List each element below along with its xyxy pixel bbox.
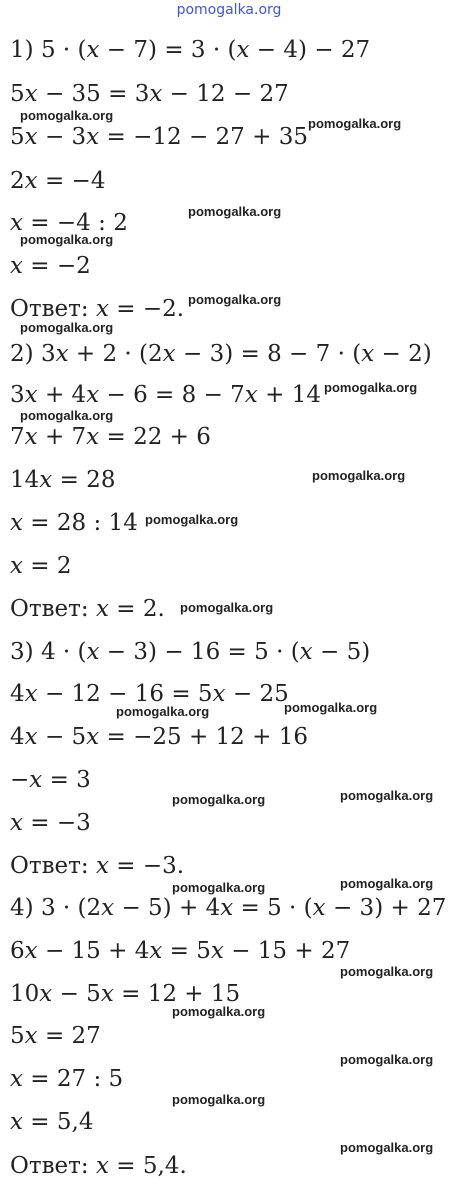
- line-22: 6x − 15 + 4x = 5x − 15 + 27: [10, 938, 351, 964]
- watermark: pomogalka.org: [172, 1092, 266, 1107]
- line-5: x = −4 : 2: [10, 210, 128, 236]
- line-12: x = 28 : 14: [10, 510, 138, 536]
- watermark: pomogalka.org: [20, 408, 114, 423]
- answer-4: Ответ: x = 5,4.: [10, 1153, 187, 1179]
- watermark: pomogalka.org: [340, 788, 434, 803]
- watermark: pomogalka.org: [284, 700, 378, 715]
- line-11: 14x = 28: [10, 467, 116, 493]
- watermark: pomogalka.org: [20, 108, 114, 123]
- line-18: −x = 3: [10, 767, 91, 793]
- watermark: pomogalka.org: [180, 600, 274, 615]
- site-header[interactable]: pomogalka.org: [176, 2, 282, 18]
- line-4: 2x = −4: [10, 168, 106, 194]
- line-10: 7x + 7x = 22 + 6: [10, 424, 211, 450]
- line-21: 4) 3 · (2x − 5) + 4x = 5 · (x − 3) + 27: [10, 895, 447, 921]
- watermark: pomogalka.org: [324, 380, 418, 395]
- watermark: pomogalka.org: [172, 1004, 266, 1019]
- line-24: 5x = 27: [10, 1023, 101, 1049]
- line-15: 3) 4 · (x − 3) − 16 = 5 · (x − 5): [10, 639, 371, 665]
- line-2: 5x − 35 = 3x − 12 − 27: [10, 81, 289, 107]
- line-8: 2) 3x + 2 · (2x − 3) = 8 − 7 · (x − 2): [10, 341, 432, 367]
- line-19: x = −3: [10, 810, 91, 836]
- answer-2: Ответ: x = 2.: [10, 596, 165, 622]
- watermark: pomogalka.org: [312, 468, 406, 483]
- watermark: pomogalka.org: [188, 204, 282, 219]
- line-23: 10x − 5x = 12 + 15: [10, 981, 241, 1007]
- line-25: x = 27 : 5: [10, 1066, 124, 1092]
- watermark: pomogalka.org: [308, 116, 402, 131]
- line-26: x = 5,4: [10, 1109, 94, 1135]
- watermark: pomogalka.org: [340, 1052, 434, 1067]
- line-3: 5x − 3x = −12 − 27 + 35: [10, 124, 308, 150]
- line-9: 3x + 4x − 6 = 8 − 7x + 14: [10, 382, 321, 408]
- watermark: pomogalka.org: [145, 512, 239, 527]
- watermark: pomogalka.org: [172, 792, 266, 807]
- line-13: x = 2: [10, 553, 72, 579]
- watermark: pomogalka.org: [116, 704, 210, 719]
- line-6: x = −2: [10, 253, 91, 279]
- watermark: pomogalka.org: [20, 320, 114, 335]
- answer-3: Ответ: x = −3.: [10, 853, 185, 879]
- watermark: pomogalka.org: [20, 232, 114, 247]
- line-1: 1) 5 · (x − 7) = 3 · (x − 4) − 27: [10, 37, 371, 63]
- watermark: pomogalka.org: [188, 292, 282, 307]
- watermark: pomogalka.org: [340, 964, 434, 979]
- line-16: 4x − 12 − 16 = 5x − 25: [10, 681, 289, 707]
- line-17: 4x − 5x = −25 + 12 + 16: [10, 724, 308, 750]
- answer-1: Ответ: x = −2.: [10, 296, 185, 322]
- watermark: pomogalka.org: [340, 1140, 434, 1155]
- watermark: pomogalka.org: [172, 880, 266, 895]
- watermark: pomogalka.org: [340, 876, 434, 891]
